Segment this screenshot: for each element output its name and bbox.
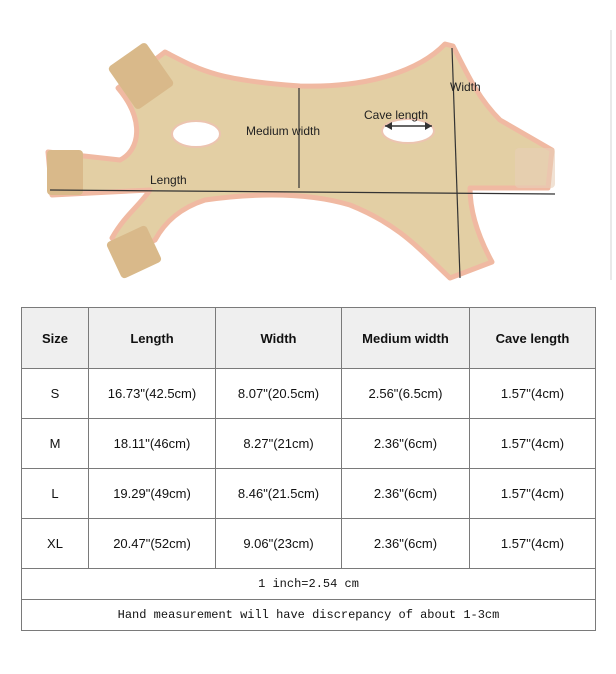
table-header-row: [22, 308, 596, 369]
cell-medium-width: 2.56"(6.5cm): [342, 369, 470, 419]
note-row: [22, 600, 596, 631]
discrepancy-note: Hand measurement will have discrepancy of about 1-3cm: [22, 600, 596, 631]
cell-cave-length: 1.57"(4cm): [470, 419, 596, 469]
cell-cave-length: 1.57"(4cm): [470, 469, 596, 519]
cell-medium-width: 2.36"(6cm): [342, 469, 470, 519]
width-label: Width: [450, 80, 481, 94]
note-row: [22, 569, 596, 600]
table-row: [22, 469, 596, 519]
cave-hole-right: [382, 119, 434, 143]
medium-width-label: Medium width: [246, 124, 321, 138]
cave-hole-left: [172, 121, 220, 147]
cell-size: M: [22, 419, 89, 469]
divider-line: [610, 30, 612, 280]
cell-length: 18.11"(46cm): [89, 419, 216, 469]
conversion-note: 1 inch=2.54 cm: [22, 569, 596, 600]
header-length: Length: [89, 308, 216, 369]
header-size: Size: [22, 308, 89, 369]
header-width: Width: [216, 308, 342, 369]
product-diagram: [0, 0, 616, 300]
header-cave-length: Cave length: [470, 308, 596, 369]
cell-length: 19.29"(49cm): [89, 469, 216, 519]
face-mask-illustration: [0, 0, 616, 300]
cell-size: XL: [22, 519, 89, 569]
table-row: [22, 419, 596, 469]
cell-cave-length: 1.57"(4cm): [470, 519, 596, 569]
table-row: [22, 519, 596, 569]
cell-medium-width: 2.36"(6cm): [342, 419, 470, 469]
size-chart-table: [21, 307, 596, 631]
cell-width: 8.27"(21cm): [216, 419, 342, 469]
length-label: Length: [150, 173, 187, 187]
cell-size: L: [22, 469, 89, 519]
cell-width: 9.06"(23cm): [216, 519, 342, 569]
cell-width: 8.07"(20.5cm): [216, 369, 342, 419]
cell-cave-length: 1.57"(4cm): [470, 369, 596, 419]
cave-length-label: Cave length: [364, 108, 429, 122]
cell-medium-width: 2.36"(6cm): [342, 519, 470, 569]
velcro-tab-right: [515, 148, 555, 188]
header-medium-width: Medium width: [342, 308, 470, 369]
cell-length: 16.73"(42.5cm): [89, 369, 216, 419]
table-row: [22, 369, 596, 419]
cell-size: S: [22, 369, 89, 419]
cell-length: 20.47"(52cm): [89, 519, 216, 569]
velcro-tab-left: [47, 150, 83, 195]
cell-width: 8.46"(21.5cm): [216, 469, 342, 519]
